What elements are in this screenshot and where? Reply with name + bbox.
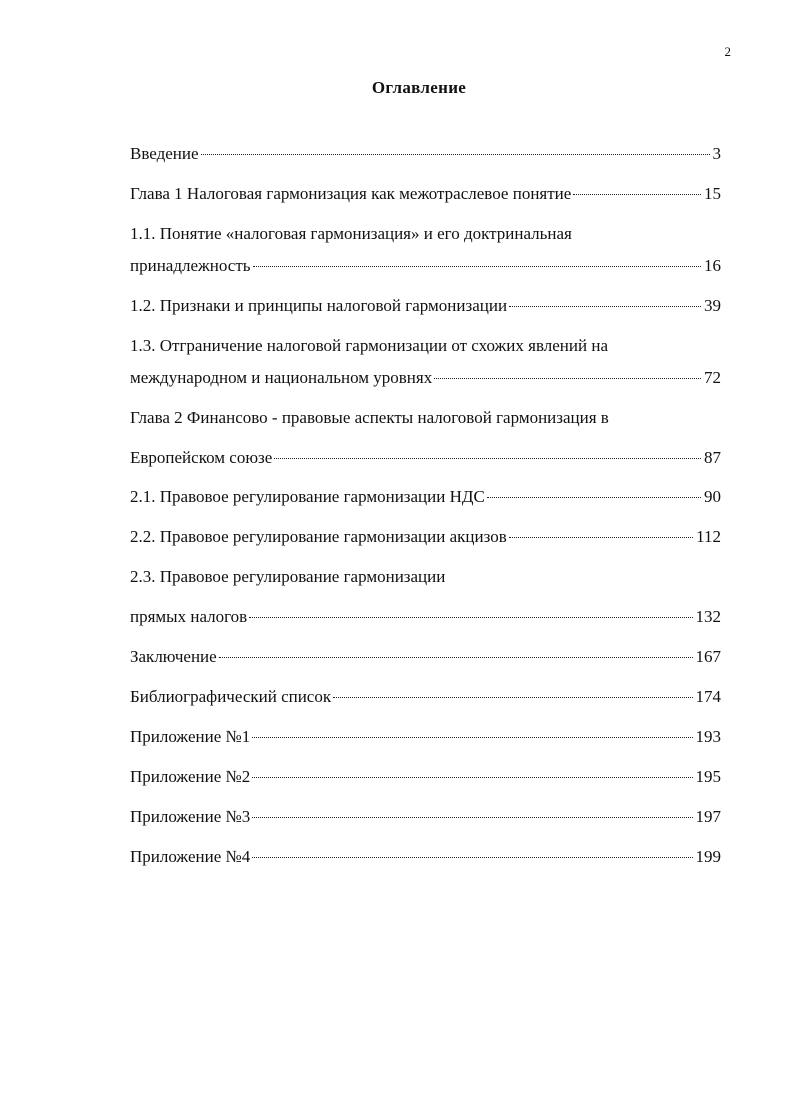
dot-leader (252, 777, 692, 778)
dot-leader (252, 857, 692, 858)
toc-entry-text: Приложение №2 (130, 767, 251, 786)
toc-entry-text: Приложение №4 (130, 847, 251, 866)
toc-entry-page: 174 (695, 687, 721, 706)
toc-entry-text: 2.3. Правовое регулирование гармонизации (130, 567, 446, 586)
dot-leader (249, 617, 692, 618)
toc-entry-page: 15 (704, 184, 721, 203)
toc-entry-page: 39 (704, 296, 721, 315)
toc-entry-text: Заключение (130, 647, 217, 666)
toc-entry-1-1-line-1 (130, 222, 721, 246)
toc-entry-introduction (130, 142, 721, 166)
toc-entry-text: Библиографический список (130, 687, 332, 706)
dot-leader (573, 194, 701, 195)
page-number: 2 (724, 44, 731, 59)
dot-leader (509, 537, 693, 538)
toc-entry-2-3-line-1 (130, 565, 721, 589)
toc-entry-text: Европейском союзе (130, 448, 273, 467)
toc-entry-conclusion (130, 645, 721, 669)
toc-entry-chapter-1 (130, 182, 721, 206)
toc-entry-text: 2.2. Правовое регулирование гармонизации акцизов (130, 527, 507, 546)
toc-entry-2-2 (130, 525, 721, 549)
dot-leader (487, 497, 701, 498)
dot-leader (333, 697, 692, 698)
dot-leader (201, 154, 710, 155)
toc-entry-text: Глава 1 Налоговая гармонизация как межотраслевое понятие (130, 184, 572, 203)
toc-entry-page: 132 (695, 607, 721, 626)
toc-entry-page: 167 (695, 647, 721, 666)
toc-entry-text: Введение (130, 144, 199, 163)
toc-entry-1-2 (130, 294, 721, 318)
toc-entry-text: принадлежность (130, 256, 251, 275)
dot-leader (434, 378, 701, 379)
toc-entry-text: 2.1. Правовое регулирование гармонизации НДС (130, 487, 485, 506)
toc-entry-appendix-1 (130, 725, 721, 749)
toc-entry-page: 16 (704, 256, 721, 275)
toc-entry-page: 3 (712, 144, 721, 163)
toc-entry-chapter-2-line-1 (130, 406, 721, 430)
toc-entry-text: прямых налогов (130, 607, 248, 626)
toc-entry-page: 195 (695, 767, 721, 786)
dot-leader (252, 817, 692, 818)
toc-entry-text: Приложение №1 (130, 727, 251, 746)
toc-entry-appendix-4 (130, 845, 721, 869)
dot-leader (509, 306, 701, 307)
toc-entry-appendix-2 (130, 765, 721, 789)
toc-entry-page: 112 (696, 527, 721, 546)
toc-title: Оглавление (371, 78, 467, 97)
toc-entry-text: Приложение №3 (130, 807, 251, 826)
toc-entry-page: 72 (704, 368, 721, 387)
toc-entry-chapter-2 (130, 446, 721, 470)
dot-leader (252, 737, 692, 738)
toc-entry-text: Глава 2 Финансово - правовые аспекты налоговой гармонизация в (130, 408, 609, 427)
toc-entry-text: 1.1. Понятие «налоговая гармонизация» и его доктринальная (130, 224, 572, 243)
toc-entry-page: 90 (704, 487, 721, 506)
toc-entry-page: 197 (695, 807, 721, 826)
toc-entry-2-1 (130, 485, 721, 509)
toc-entry-page: 193 (695, 727, 721, 746)
dot-leader (274, 458, 701, 459)
toc-entry-bibliography (130, 685, 721, 709)
toc-entry-1-3 (130, 366, 721, 390)
dot-leader (253, 266, 701, 267)
toc-entry-text: 1.3. Отграничение налоговой гармонизации от схожих явлений на (130, 336, 608, 355)
toc-entry-page: 87 (704, 448, 721, 467)
toc-entry-1-3-line-1 (130, 334, 721, 358)
toc-entry-2-3 (130, 605, 721, 629)
toc-entry-page: 199 (695, 847, 721, 866)
dot-leader (219, 657, 693, 658)
toc-entry-1-1 (130, 254, 721, 278)
toc-entry-text: 1.2. Признаки и принципы налоговой гармонизации (130, 296, 508, 315)
toc-entry-appendix-3 (130, 805, 721, 829)
toc-entry-text: международном и национальном уровнях (130, 368, 433, 387)
